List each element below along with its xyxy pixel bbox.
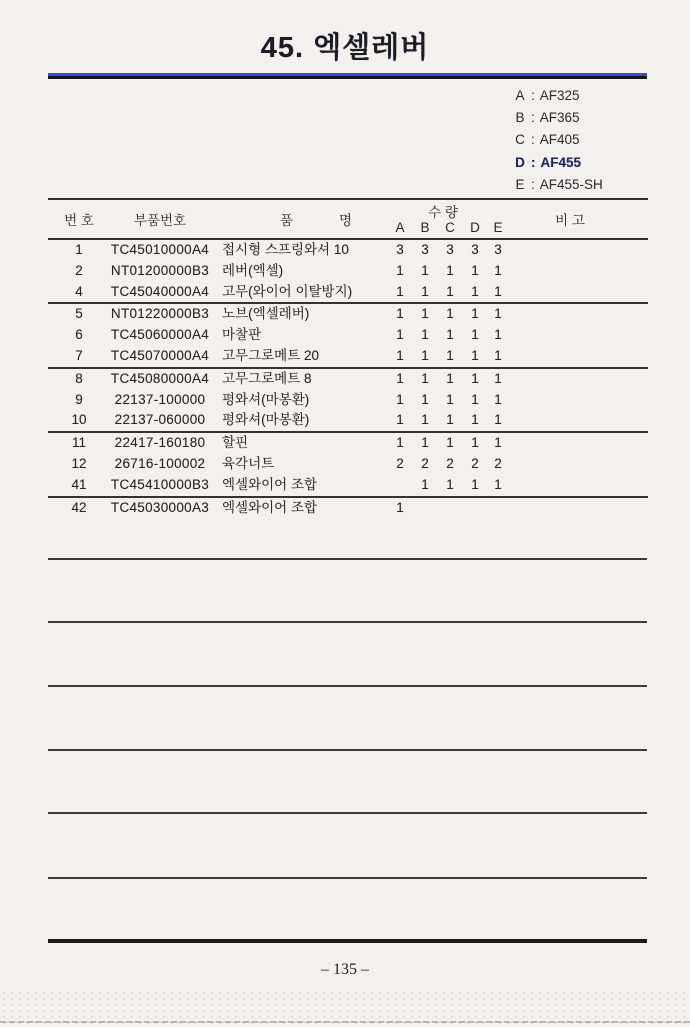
table-row — [48, 240, 648, 261]
table-row-group — [48, 433, 648, 497]
table-row — [48, 369, 648, 390]
legend-item — [514, 129, 603, 151]
cell-no: 10 — [71, 412, 87, 428]
cell-qty-d: 1 — [471, 347, 479, 363]
cell-qty-e: 1 — [494, 435, 502, 451]
header-qty-col-d: D — [470, 220, 480, 235]
table-row — [48, 475, 648, 496]
table-row-group — [48, 304, 648, 368]
table-body — [48, 240, 648, 518]
ruled-line — [48, 621, 647, 623]
table-header-row — [48, 200, 648, 240]
cell-part-number: NT01200000B3 — [110, 262, 210, 278]
legend-item — [514, 151, 603, 173]
ruled-line — [48, 877, 647, 879]
cell-qty-b: 1 — [421, 435, 429, 451]
cell-qty-d — [463, 498, 487, 519]
cell-part-number: 22137-060000 — [114, 412, 206, 428]
table-row — [48, 346, 648, 367]
cell-qty-a: 3 — [396, 242, 404, 257]
cell-qty-a: 1 — [396, 412, 404, 428]
page-title: 45. 엑셀레버 — [260, 32, 430, 64]
cell-qty-e: 1 — [494, 476, 502, 492]
cell-qty-d: 2 — [471, 455, 479, 471]
cell-part-number: TC45410000B3 — [110, 476, 210, 492]
table-row — [48, 410, 648, 431]
table-row — [48, 304, 648, 325]
cell-part-number: 22137-100000 — [114, 391, 206, 407]
cell-no: 8 — [75, 370, 83, 386]
cell-qty-e: 1 — [494, 412, 502, 428]
header-qty-col-c: C — [445, 220, 455, 235]
cell-qty-b: 1 — [421, 391, 429, 407]
scan-edge-line — [0, 1021, 690, 1023]
cell-part-name: 노브(엑셀레버) — [222, 306, 310, 322]
cell-part-name: 할핀 — [222, 435, 249, 451]
legend-model-key: D — [515, 154, 525, 170]
legend-model-name: AF455-SH — [539, 177, 603, 193]
cell-no: 5 — [75, 306, 83, 322]
cell-qty-e: 1 — [494, 262, 502, 278]
cell-qty-e: 1 — [494, 327, 502, 343]
legend-separator: : — [531, 110, 535, 126]
table-row — [48, 325, 648, 346]
cell-qty-c: 1 — [446, 347, 454, 363]
cell-qty-a: 1 — [396, 262, 404, 278]
cell-no: 2 — [75, 262, 83, 278]
table-row-group — [48, 369, 648, 433]
cell-qty-c: 1 — [446, 435, 454, 451]
table-row — [48, 390, 648, 411]
cell-no: 9 — [75, 391, 83, 407]
cell-part-name: 접시형 스프링와셔 10 — [222, 242, 349, 257]
cell-part-name: 엑셀와이어 조합 — [222, 476, 318, 492]
header-part-name-right: 명 — [338, 213, 352, 228]
cell-qty-c: 1 — [446, 391, 454, 407]
cell-qty-b: 2 — [421, 455, 429, 471]
cell-qty-b: 1 — [421, 476, 429, 492]
cell-part-name: 고무그로메트 20 — [222, 347, 320, 363]
cell-part-number: TC45010000A4 — [110, 242, 210, 257]
cell-qty-c: 1 — [446, 283, 454, 299]
cell-qty-d: 1 — [471, 391, 479, 407]
cell-part-name: 레버(엑셀) — [222, 262, 284, 278]
cell-no: 7 — [75, 347, 83, 363]
cell-qty-a: 1 — [396, 283, 404, 299]
header-qty-col-a: A — [395, 220, 405, 235]
cell-qty-c: 2 — [446, 455, 454, 471]
cell-no: 11 — [71, 435, 86, 451]
cell-qty-c: 1 — [446, 412, 454, 428]
cell-part-number: NT01220000B3 — [110, 306, 210, 322]
cell-qty-a: 1 — [396, 370, 404, 386]
cell-qty-d: 1 — [471, 262, 479, 278]
cell-qty-c: 1 — [446, 262, 454, 278]
cell-qty-b — [413, 498, 437, 519]
table-row — [48, 498, 648, 519]
cell-qty-a: 1 — [396, 391, 404, 407]
title-divider — [48, 73, 647, 79]
header-qty-col-e: E — [493, 220, 503, 235]
cell-part-name: 엑셀와이어 조합 — [222, 499, 318, 515]
cell-qty-b: 1 — [421, 262, 429, 278]
ruled-line — [48, 685, 647, 687]
cell-qty-d: 1 — [471, 327, 479, 343]
cell-qty-e: 1 — [494, 283, 502, 299]
cell-qty-a: 1 — [396, 435, 404, 451]
cell-qty-a: 1 — [396, 327, 404, 343]
cell-qty-b: 1 — [421, 327, 429, 343]
legend-model-key: E — [515, 177, 525, 193]
cell-qty-a: 1 — [396, 499, 404, 515]
cell-qty-b: 1 — [421, 306, 429, 322]
cell-qty-c: 3 — [446, 242, 454, 257]
header-part-number: 부품번호 — [133, 213, 187, 228]
cell-qty-a — [388, 475, 412, 496]
cell-qty-e: 3 — [494, 242, 502, 257]
cell-part-number: TC45030000A3 — [110, 499, 210, 515]
cell-qty-d: 3 — [471, 242, 479, 257]
legend-model-name: AF455 — [540, 154, 582, 170]
legend-item — [514, 84, 603, 106]
divider-black-line — [48, 76, 647, 79]
cell-part-name: 마찰판 — [222, 327, 262, 343]
cell-qty-c: 1 — [446, 370, 454, 386]
cell-part-name: 고무(와이어 이탈방지) — [222, 283, 353, 299]
cell-qty-c — [438, 498, 462, 519]
cell-no: 4 — [75, 283, 83, 299]
cell-qty-d: 1 — [471, 283, 479, 299]
table-row — [48, 433, 648, 454]
legend-item — [514, 106, 603, 128]
cell-part-number: 22417-160180 — [114, 435, 206, 451]
table-row — [48, 282, 648, 303]
legend-separator: : — [531, 132, 535, 148]
cell-qty-c: 1 — [446, 327, 454, 343]
table-row — [48, 261, 648, 282]
cell-part-number: TC45060000A4 — [110, 327, 210, 343]
legend-model-key: C — [515, 132, 525, 148]
legend-model-key: A — [515, 87, 525, 103]
table-row — [48, 454, 648, 475]
header-remarks: 비 고 — [555, 213, 585, 228]
cell-part-name: 고무그로메트 8 — [222, 370, 312, 386]
table-row-group — [48, 498, 648, 519]
cell-part-number: 26716-100002 — [114, 455, 206, 471]
legend-item — [514, 174, 603, 196]
header-no: 번 호 — [64, 213, 94, 228]
cell-qty-b: 1 — [421, 283, 429, 299]
cell-qty-e: 2 — [494, 455, 502, 471]
ruled-line — [48, 749, 647, 751]
cell-no: 12 — [71, 455, 87, 471]
cell-no: 6 — [75, 327, 83, 343]
legend-separator: : — [531, 154, 536, 170]
legend-separator: : — [531, 87, 535, 103]
cell-no: 1 — [75, 242, 83, 257]
cell-part-number: TC45080000A4 — [110, 370, 210, 386]
legend-model-name: AF325 — [539, 87, 580, 103]
header-qty-col-b: B — [420, 220, 430, 235]
cell-part-number: TC45040000A4 — [110, 283, 210, 299]
cell-qty-a: 1 — [396, 347, 404, 363]
cell-qty-b: 3 — [421, 242, 429, 257]
cell-qty-d: 1 — [471, 476, 479, 492]
cell-qty-b: 1 — [421, 412, 429, 428]
header-part-name-left: 품 — [280, 213, 294, 228]
parts-table — [48, 198, 648, 518]
cell-qty-b: 1 — [421, 347, 429, 363]
cell-qty-a: 1 — [396, 306, 404, 322]
cell-qty-d: 1 — [471, 412, 479, 428]
cell-qty-d: 1 — [471, 306, 479, 322]
cell-no: 41 — [71, 476, 87, 492]
legend-separator: : — [531, 177, 535, 193]
cell-qty-c: 1 — [446, 476, 454, 492]
cell-qty-b: 1 — [421, 370, 429, 386]
model-legend — [514, 84, 603, 196]
cell-no: 42 — [71, 499, 87, 515]
cell-qty-d: 1 — [471, 435, 479, 451]
legend-model-name: AF405 — [539, 132, 580, 148]
page-number: – 135 – — [321, 961, 369, 978]
cell-part-name: 평와셔(마봉환) — [222, 391, 310, 407]
footer-rule — [48, 939, 647, 943]
cell-qty-e: 1 — [494, 370, 502, 386]
cell-qty-d: 1 — [471, 370, 479, 386]
header-quantity: 수 량 — [428, 205, 458, 220]
cell-qty-c: 1 — [446, 306, 454, 322]
cell-qty-e: 1 — [494, 306, 502, 322]
cell-part-number: TC45070000A4 — [110, 347, 210, 363]
cell-qty-e: 1 — [494, 347, 502, 363]
ruled-line — [48, 812, 647, 814]
header-part-name — [280, 209, 352, 229]
cell-part-name: 육각너트 — [222, 455, 275, 471]
legend-model-key: B — [515, 110, 525, 126]
cell-qty-e — [486, 498, 510, 519]
cell-qty-e: 1 — [494, 391, 502, 407]
table-row-group — [48, 240, 648, 304]
cell-qty-a: 2 — [396, 455, 404, 471]
cell-part-name: 평와셔(마봉환) — [222, 412, 310, 428]
legend-model-name: AF365 — [539, 110, 580, 126]
ruled-line — [48, 558, 647, 560]
